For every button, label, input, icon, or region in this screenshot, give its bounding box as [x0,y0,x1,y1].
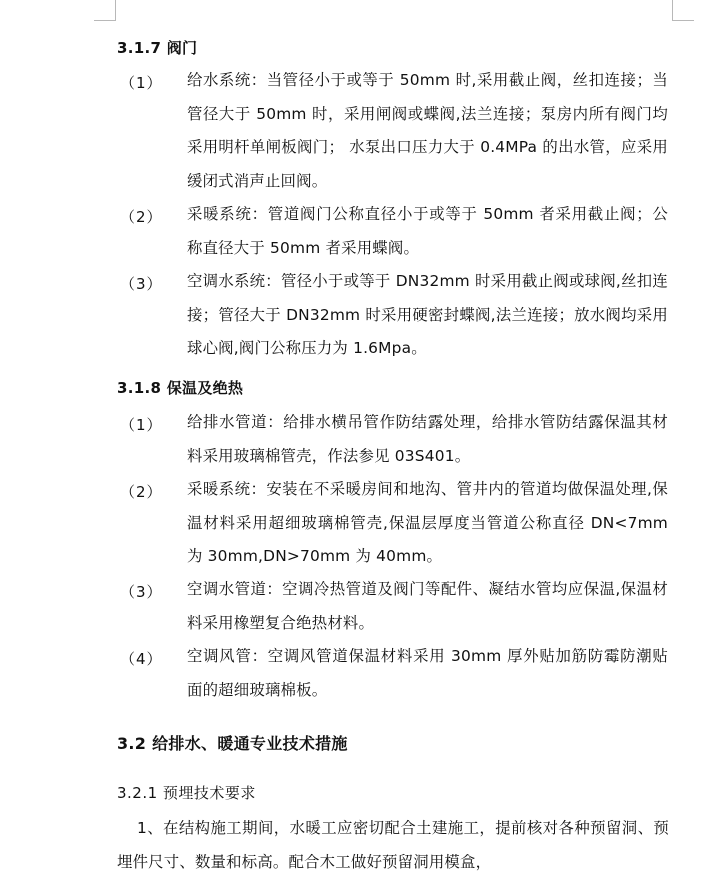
item-text: 给排水管道：给排水横吊管作防结露处理，给排水管防结露保温其材料采用玻璃棉管壳，作法参见 03S401。 [187,413,668,465]
crop-mark-left-horizontal [94,20,116,21]
item-text: 给水系统：当管径小于或等于 50mm 时,采用截止阀，丝扣连接；当管径大于 50mm 时，采用闸阀或蝶阀,法兰连接；泵房内所有阀门均采用明杆单闸板阀门； 水泵出口压力大于 0.4MPa 的出水管，应采用缓闭式消声止回阀。 [187,71,668,190]
item-number: （3） [120,583,163,601]
subsection-heading: 3.2.1 预埋技术要求 [117,784,256,802]
item-number: （2） [120,483,163,501]
crop-mark-right-horizontal [672,20,694,21]
item-number: （2） [120,208,163,226]
item-number: （1） [120,74,163,92]
chapter-heading: 3.2 给排水、暖通专业技术措施 [117,734,348,753]
item-text: 空调水系统：管径小于或等于 DN32mm 时采用截止阀或球阀,丝扣连接；管径大于 DN32mm 时采用硬密封蝶阀,法兰连接；放水阀均采用球心阀,阀门公称压力为 1.6Mpa。 [187,272,668,357]
item-number: （4） [120,650,163,668]
item-text: 采暖系统：管道阀门公称直径小于或等于 50mm 者采用截止阀；公称直径大于 50mm 者采用蝶阀。 [187,205,668,257]
crop-mark-right-vertical [672,0,673,21]
crop-mark-left-vertical [115,0,116,21]
item-text: 空调风管：空调风管道保温材料采用 30mm 厚外贴加筋防霉防潮贴面的超细玻璃棉板。 [187,647,668,699]
item-text: 采暖系统：安装在不采暖房间和地沟、管井内的管道均做保温处理,保温材料采用超细玻璃棉管壳,保温层厚度当管道公称直径 DN<7mm 为 30mm,DN>70mm 为 40mm。 [187,480,668,565]
item-number: （1） [120,416,163,434]
section-heading-valves: 3.1.7 阀门 [117,39,198,57]
body-paragraph: 1、在结构施工期间，水暖工应密切配合土建施工，提前核对各种预留洞、预埋件尺寸、数量和标高。配合木工做好预留洞用模盒， [117,819,669,871]
section-heading-insulation: 3.1.8 保温及绝热 [117,379,244,397]
item-number: （3） [120,275,163,293]
item-text: 空调水管道：空调冷热管道及阀门等配件、凝结水管均应保温,保温材料采用橡塑复合绝热材料。 [187,580,668,632]
